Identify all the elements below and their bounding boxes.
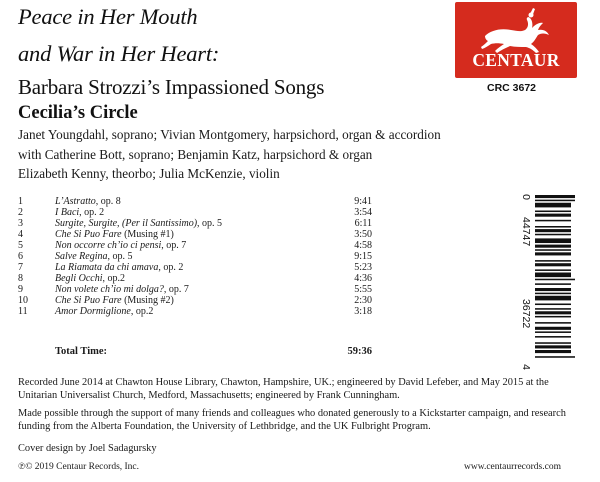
track-title-suffix: , op. 2 [158, 262, 184, 274]
track-title [55, 295, 174, 306]
track-title-italic: La Riamata da chi amava [55, 262, 159, 274]
track-number: 5 [18, 240, 23, 252]
track-duration: 3:54 [354, 207, 372, 219]
track-row [18, 229, 372, 241]
track-row [18, 284, 372, 296]
track-title-italic: Che Si Puo Fare [55, 295, 122, 307]
track-row [18, 207, 372, 219]
track-title-suffix: , op. 7 [163, 284, 189, 296]
track-row [18, 218, 372, 230]
track-number: 10 [18, 295, 28, 307]
barcode-digit-group: 44747 [520, 217, 532, 247]
track-title [55, 196, 121, 207]
recording-note: Recorded June 2014 at Chawton House Library, Chawton, Hampshire, UK.; engineered by David Lefeber, and May 2015 at the Unitarian Universalist Church, Medford, Massachusetts; engineered by Frank Cunningham. [18, 377, 549, 401]
track-title [55, 240, 186, 251]
track-number: 2 [18, 207, 23, 219]
track-duration: 5:55 [354, 284, 372, 296]
catalog-number: CRC 3672 [487, 82, 537, 94]
track-duration: 3:50 [354, 229, 372, 241]
track-row [18, 196, 372, 207]
track-duration: 3:18 [354, 306, 372, 318]
track-title [55, 262, 183, 273]
track-number: 1 [18, 196, 23, 207]
track-title-italic: L’Astratto [55, 196, 96, 207]
total-time-value: 59:36 [347, 346, 372, 357]
barcode-digit-group: 4 [520, 364, 532, 370]
track-row [18, 273, 372, 285]
track-title-suffix: (Musing #2) [121, 295, 174, 307]
track-title-suffix: , op. 8 [95, 196, 121, 207]
track-title [55, 273, 125, 284]
album-title-line-1: Peace in Her Mouth [18, 4, 198, 29]
barcode-bars [521, 187, 575, 371]
album-title-line-2: and War in Her Heart: [18, 41, 220, 66]
track-title [55, 229, 174, 240]
track-duration: 5:23 [354, 262, 372, 274]
track-duration: 6:11 [354, 218, 372, 230]
ensemble-name: Cecilia’s Circle [18, 103, 138, 123]
track-title-suffix: (Musing #1) [121, 229, 174, 241]
track-number: 9 [18, 284, 23, 296]
track-duration: 4:58 [354, 240, 372, 252]
copyright-notice: ℗© 2019 Centaur Records, Inc. [18, 462, 140, 472]
track-title [55, 251, 132, 262]
centaur-logo [455, 2, 577, 78]
barcode [521, 187, 575, 371]
support-note: Made possible through the support of many friends and colleagues who donated generously to a Kickstarter campaign, and research funding from the Alberta Foundation, the University of Lethbridge, and the UK Fulbright Program. [18, 408, 566, 432]
track-duration: 9:41 [354, 196, 372, 207]
track-duration: 9:15 [354, 251, 372, 263]
performers-line: with Catherine Bott, soprano; Benjamin Katz, harpsichord & organ [18, 146, 373, 162]
track-title-suffix: , op. 5 [107, 251, 133, 263]
track-duration: 2:30 [354, 295, 372, 307]
track-title-italic: I Baci [55, 207, 80, 219]
track-title-suffix: , op. 7 [161, 240, 187, 252]
cover-design-credit: Cover design by Joel Sadagursky [18, 443, 157, 454]
performers-credits [18, 125, 458, 184]
track-row [18, 306, 372, 318]
album-subtitle: Barbara Strozzi’s Impassioned Songs [18, 75, 325, 99]
track-title [55, 284, 189, 295]
total-time-label: Total Time: [55, 346, 108, 357]
track-title [55, 218, 222, 229]
track-number: 8 [18, 273, 23, 285]
track-number: 7 [18, 262, 23, 274]
track-row [18, 240, 372, 252]
track-title-suffix: , op.2 [102, 273, 125, 285]
track-number: 6 [18, 251, 23, 263]
barcode-digit-group: 0 [520, 194, 532, 200]
track-number: 3 [18, 218, 23, 230]
track-title-suffix: , op. 5 [197, 218, 223, 230]
track-title [55, 207, 104, 218]
track-title-italic: Salve Regina [55, 251, 108, 263]
track-number: 11 [18, 306, 28, 318]
track-title-suffix: , op. 2 [79, 207, 105, 219]
performers-line: Janet Youngdahl, soprano; Vivian Montgomery, harpsichord, organ & accordion [18, 127, 441, 142]
track-title-italic: Begli Occhi [55, 273, 103, 285]
barcode-digit-group: 36722 [520, 299, 532, 329]
track-list [18, 196, 372, 318]
track-row [18, 295, 372, 307]
track-title-italic: Che Si Puo Fare [55, 229, 122, 241]
track-row [18, 262, 372, 274]
track-title-suffix: , op.2 [130, 306, 154, 318]
track-duration: 4:36 [354, 273, 372, 285]
centaur-wordmark: CENTAUR [472, 50, 560, 70]
track-title-italic: Non volete ch’io mi dolga? [55, 284, 164, 296]
website-link[interactable]: www.centaurrecords.com [464, 462, 561, 472]
track-title [55, 306, 153, 317]
performers-line: Elizabeth Kenny, theorbo; Julia McKenzie, violin [18, 166, 280, 181]
track-number: 4 [18, 229, 23, 241]
track-row [18, 251, 372, 263]
track-title-italic: Amor Dormiglione [55, 306, 131, 318]
track-title-italic: Non occorre ch’io ci pensi [55, 240, 162, 252]
track-title-italic: Surgite, Surgite, (Per il Santissimo) [55, 218, 198, 230]
